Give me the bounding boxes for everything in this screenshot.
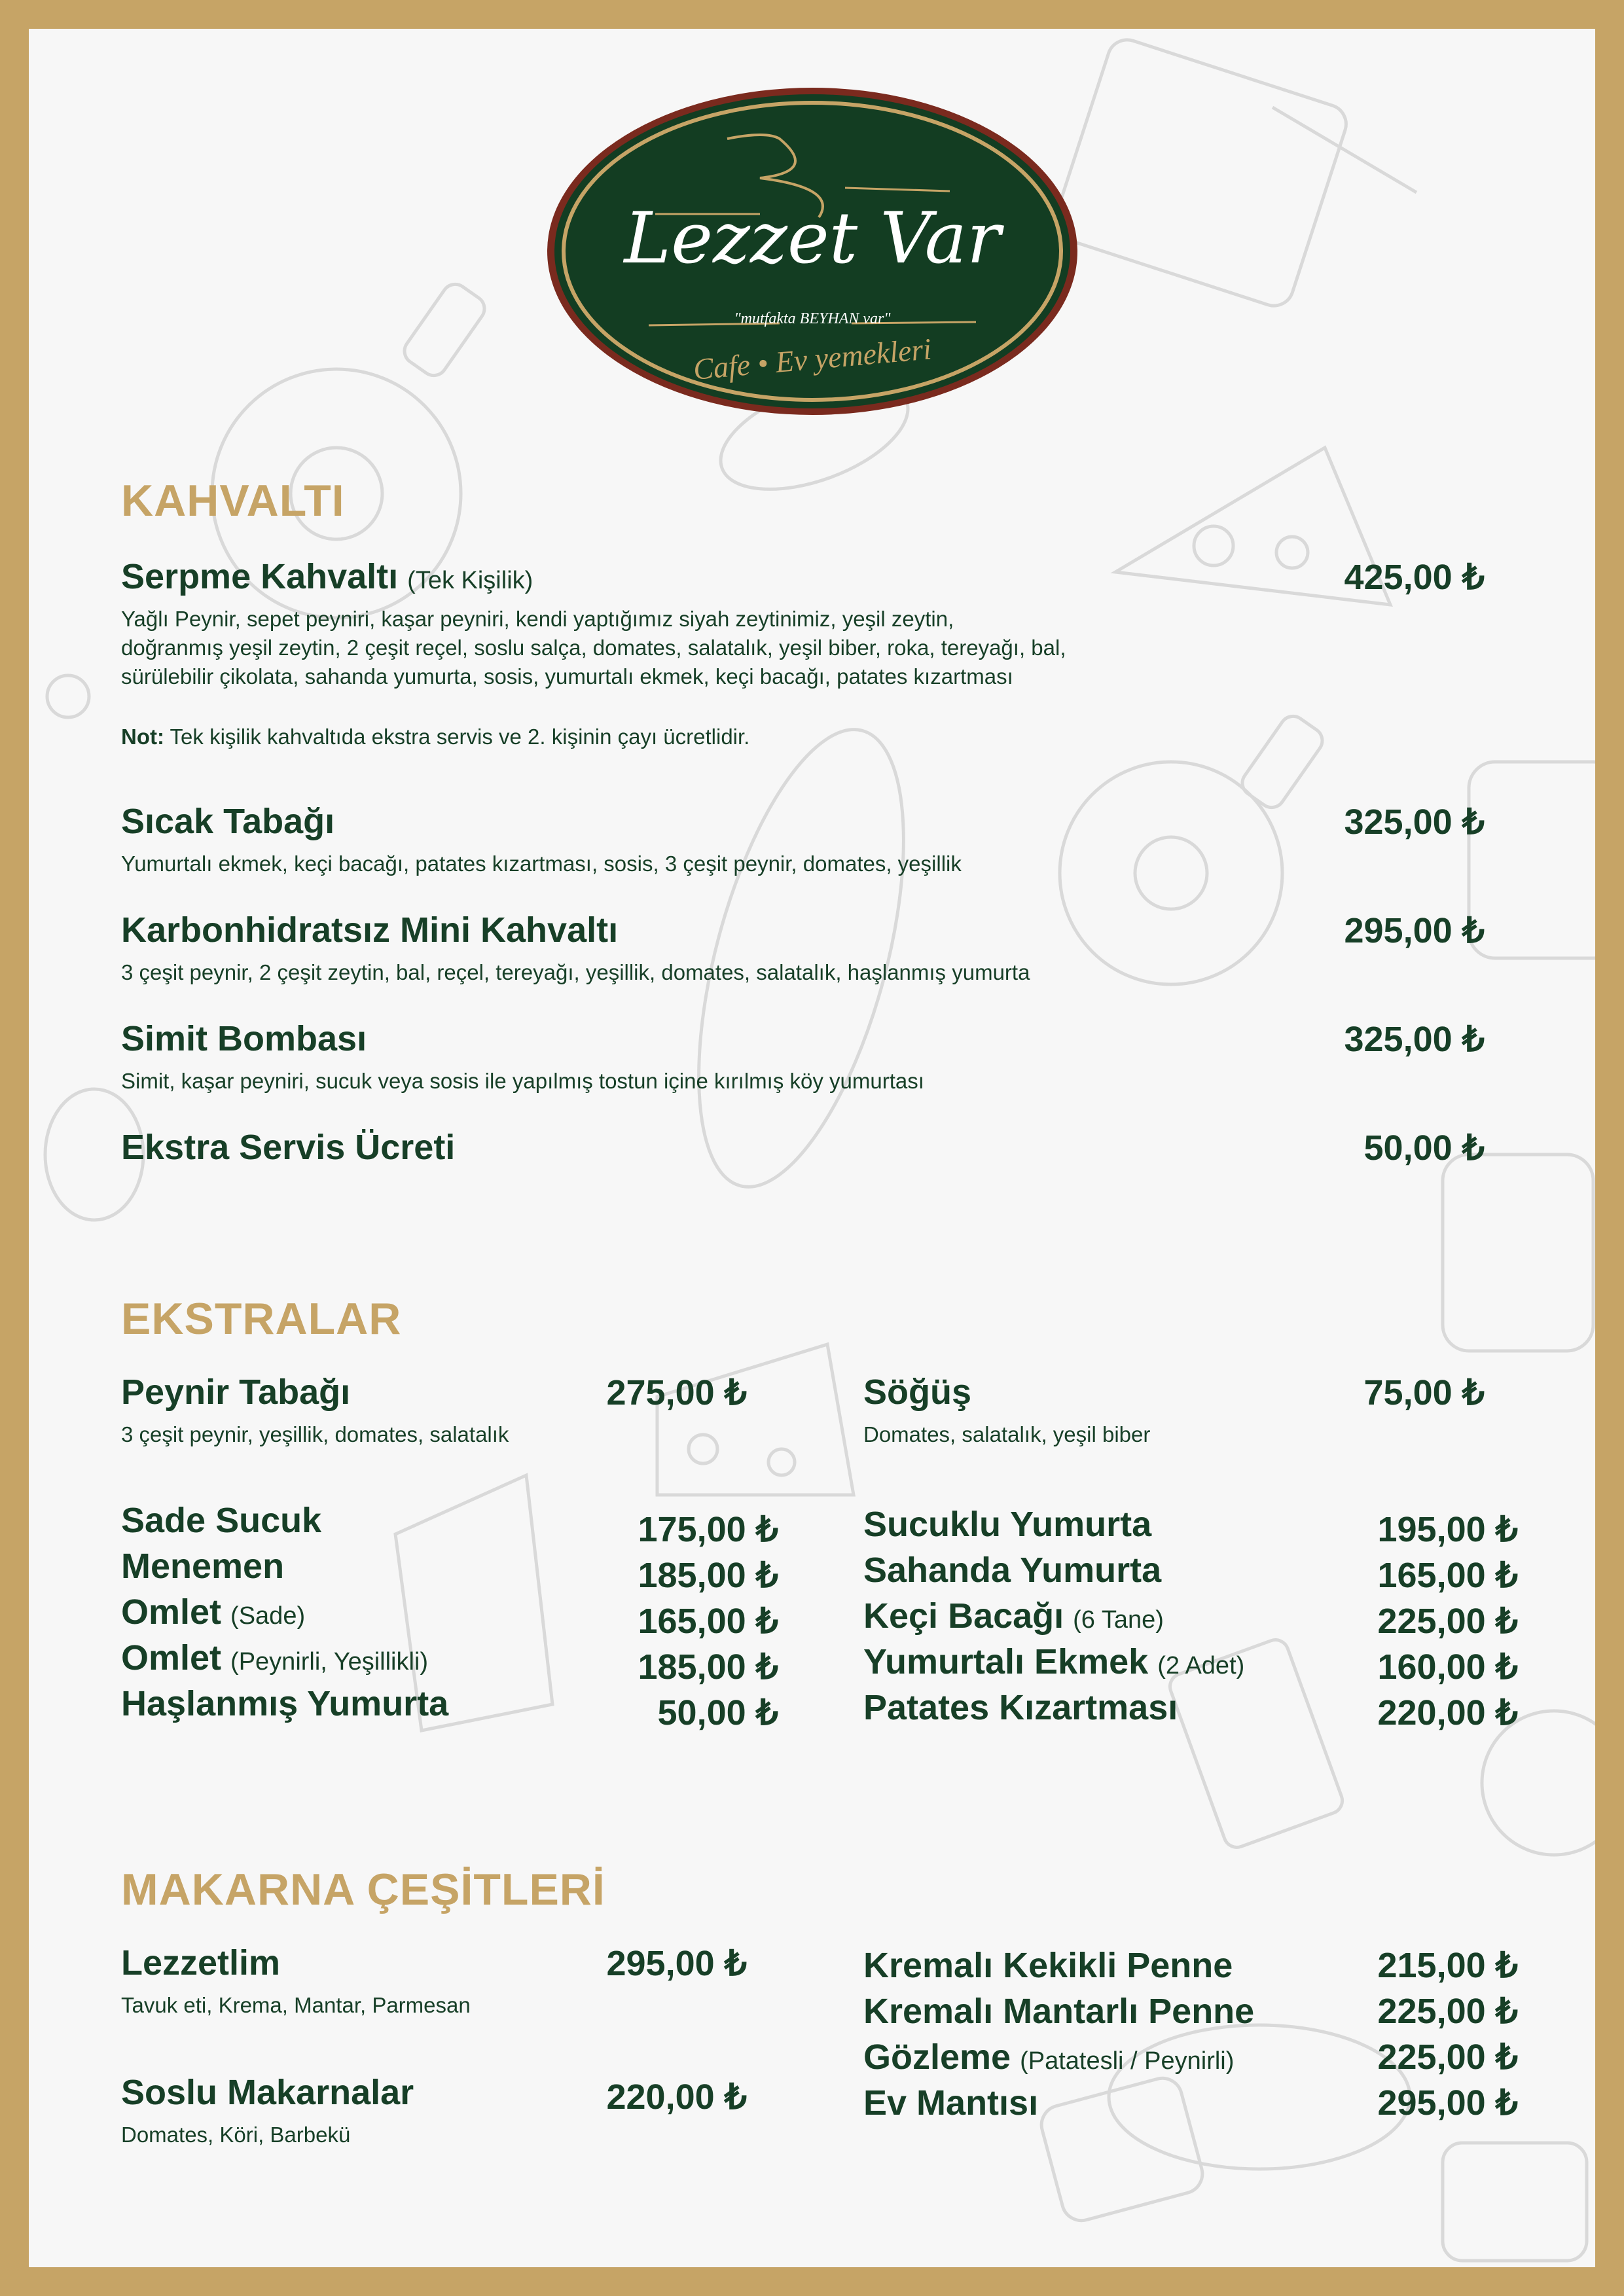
item-price: 295,00 ₺: [1344, 911, 1485, 950]
item-price: 165,00 ₺: [638, 1602, 778, 1641]
section-title-ekstralar: EKSTRALAR: [121, 1294, 402, 1344]
fried-egg-doodle: [1060, 711, 1327, 984]
item-price: 215,00 ₺: [1377, 1946, 1518, 1985]
section-title-makarna: MAKARNA ÇEŞİTLERİ: [121, 1865, 605, 1914]
item-price: 220,00 ₺: [606, 2077, 747, 2117]
item-name: Kremalı Kekikli Penne: [863, 1946, 1233, 1985]
item-note: (Patatesli / Peynirli): [1020, 2047, 1235, 2075]
item-price: 50,00 ₺: [657, 1693, 778, 1732]
description-line: Yağlı Peynir, sepet peyniri, kaşar peyniri, kendi yaptığımız siyah zeytinimiz, yeşil zeytin,: [121, 607, 954, 631]
item-name: Kremalı Mantarlı Penne: [863, 1992, 1255, 2031]
logo-tagline: "mutfakta BEYHAN var": [734, 310, 891, 327]
item-price: 165,00 ₺: [1377, 1556, 1518, 1595]
item-peynir-tabagi: Peynir Tabağı: [121, 1372, 351, 1412]
item-ekstra-servis-ucreti: Ekstra Servis Ücreti: [121, 1128, 456, 1167]
item-name: Sahanda Yumurta: [863, 1551, 1162, 1590]
extras-right-prices: [1286, 1507, 1518, 1736]
item-serpme-kahvalti: [121, 556, 533, 597]
item-description: 3 çeşit peynir, 2 çeşit zeytin, bal, reçel, tereyağı, yeşillik, domates, salatalık, haşlanmış yumurta: [121, 960, 1030, 984]
item-price: 295,00 ₺: [1377, 2083, 1518, 2123]
pasta-right-prices: [1286, 1943, 1518, 2126]
item-price: 275,00 ₺: [606, 1373, 747, 1412]
logo: [544, 80, 1081, 420]
item-price: 325,00 ₺: [1344, 802, 1485, 842]
item-price: 225,00 ₺: [1377, 1992, 1518, 2031]
logo-name: Lezzet Var: [624, 198, 1001, 279]
section-title-kahvalti: KAHVALTI: [121, 476, 345, 526]
item-simit-bombasi: Simit Bombası: [121, 1019, 367, 1058]
note-text: Tek kişilik kahvaltıda ekstra servis ve 2. kişinin çayı ücretlidir.: [164, 725, 750, 749]
extras-left-prices: [572, 1507, 778, 1736]
item-name: Sucuklu Yumurta: [863, 1505, 1152, 1544]
item-price: 220,00 ₺: [1377, 1693, 1518, 1732]
item-description: Tavuk eti, Krema, Mantar, Parmesan: [121, 1993, 471, 2017]
note-label: Not:: [121, 725, 164, 749]
glass-doodle: [1050, 35, 1416, 311]
item-name: Ev Mantısı: [863, 2083, 1039, 2123]
item-price: 75,00 ₺: [1363, 1373, 1485, 1412]
item-name: Omlet: [121, 1592, 222, 1632]
item-name: Serpme Kahvaltı: [121, 557, 399, 596]
item-price: 325,00 ₺: [1344, 1020, 1485, 1059]
item-name: Haşlanmış Yumurta: [121, 1684, 449, 1723]
item-name: Keçi Bacağı: [863, 1596, 1064, 1636]
item-lezzetlim: Lezzetlim: [121, 1943, 281, 1982]
item-price: 425,00 ₺: [1344, 558, 1485, 597]
item-name: Menemen: [121, 1547, 285, 1586]
item-name: Patates Kızartması: [863, 1688, 1178, 1727]
item-note: (Tek Kişilik): [407, 567, 533, 594]
item-name: Yumurtalı Ekmek: [863, 1642, 1149, 1681]
logo-subtitle: Cafe • Ev yemekleri: [692, 332, 933, 386]
item-note: (2 Adet): [1157, 1652, 1245, 1679]
item-description: Domates, salatalık, yeşil biber: [863, 1422, 1151, 1446]
item-price: 225,00 ₺: [1377, 2037, 1518, 2077]
item-price: 175,00 ₺: [638, 1510, 778, 1549]
item-name: Gözleme: [863, 2037, 1011, 2077]
item-price: 185,00 ₺: [638, 1647, 778, 1687]
description-line: doğranmış yeşil zeytin, 2 çeşit reçel, soslu salça, domates, salatalık, yeşil biber, roka, tereyağı, bal,: [121, 636, 1066, 660]
item-description: Domates, Köri, Barbekü: [121, 2123, 351, 2147]
item-description: Simit, kaşar peyniri, sucuk veya sosis ile yapılmış tostun içine kırılmış köy yumurtası: [121, 1069, 924, 1093]
item-note: (6 Tane): [1073, 1606, 1164, 1634]
menu-sheet: [29, 29, 1595, 2267]
item-price: 160,00 ₺: [1377, 1647, 1518, 1687]
item-price: 295,00 ₺: [606, 1944, 747, 1983]
item-price: 225,00 ₺: [1377, 1602, 1518, 1641]
item-sicak-tabagi: Sıcak Tabağı: [121, 802, 335, 841]
item-description: 3 çeşit peynir, yeşillik, domates, salatalık: [121, 1422, 509, 1446]
item-sogus: Söğüş: [863, 1372, 972, 1412]
item-description: Yumurtalı ekmek, keçi bacağı, patates kızartması, sosis, 3 çeşit peynir, domates, yeşillik: [121, 852, 962, 876]
item-note: (Sade): [230, 1602, 306, 1630]
item-name: Omlet: [121, 1638, 222, 1677]
breakfast-note: [121, 723, 749, 751]
item-price: 50,00 ₺: [1363, 1128, 1485, 1168]
item-description: [121, 605, 1066, 691]
item-karbonhidratsiz-mini-kahvalti: Karbonhidratsız Mini Kahvaltı: [121, 910, 619, 950]
item-note: (Peynirli, Yeşillikli): [230, 1648, 429, 1676]
item-name: Sade Sucuk: [121, 1501, 322, 1540]
item-soslu-makarnalar: Soslu Makarnalar: [121, 2073, 414, 2112]
item-price: 195,00 ₺: [1377, 1510, 1518, 1549]
item-price: 185,00 ₺: [638, 1556, 778, 1595]
description-line: sürülebilir çikolata, sahanda yumurta, sosis, yumurtalı ekmek, keçi bacağı, patates kızartması: [121, 664, 1013, 689]
